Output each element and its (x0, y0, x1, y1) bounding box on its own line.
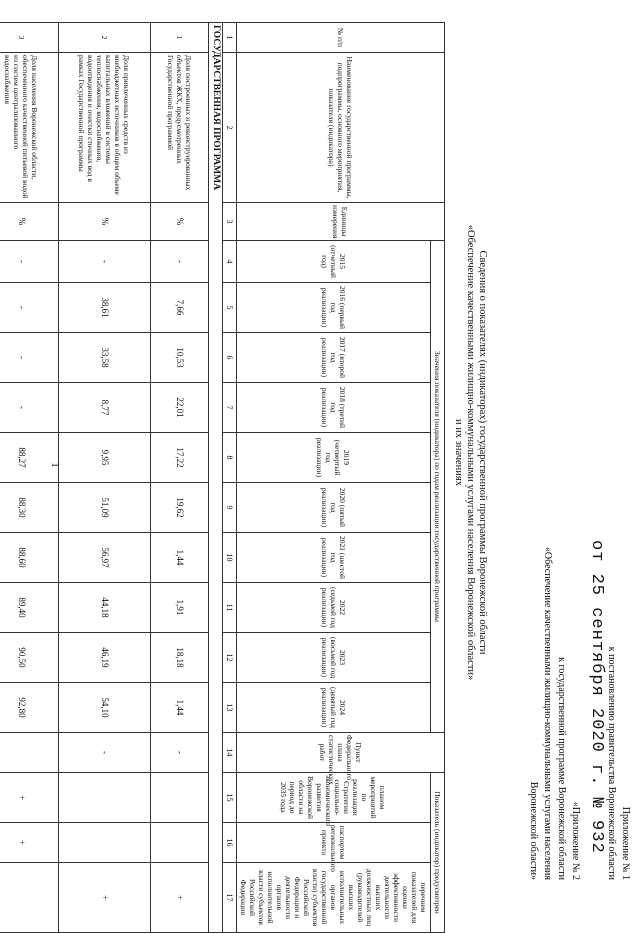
year-header: 2017 (второй год реализации) (237, 333, 431, 383)
row-strategy: + (0, 773, 59, 823)
year-header: 2021 (шестой год реализации) (237, 533, 431, 583)
title-line2: «Обеспечение качественными жилищно-коммунальными услугами населения Воронежской области» (465, 224, 476, 681)
col-number: 6 (223, 333, 237, 383)
row-value: 22,01 (151, 383, 209, 433)
col-unit-header: Единицы измерения (237, 203, 445, 241)
row-value: 9,95 (59, 433, 151, 483)
row-value: - (59, 241, 151, 283)
row-value: 19,62 (151, 483, 209, 533)
row-fed-plan: - (151, 733, 209, 773)
col-number: 13 (223, 683, 237, 733)
row-strategy (59, 773, 151, 823)
efficiency-header: перечнем показателей для оценки эффективности деятельности высших должностных лиц (руководителей высших исполнительных органов государственной власти) субъектов Российской Федерации и деятельности органов исполнительной власти субъектов Российской Федерации (237, 863, 431, 933)
row-passport (151, 823, 209, 863)
col-number: 3 (223, 203, 237, 241)
row-value: 89,40 (0, 583, 59, 633)
row-value: 92,80 (0, 683, 59, 733)
table-row (0, 23, 59, 933)
header-line5: «Обеспечение качественными жилищно-коммунальными услугами населения (542, 546, 553, 880)
row-value: 33,58 (59, 333, 151, 383)
col-number: 16 (223, 823, 237, 863)
row-value: 54,10 (59, 683, 151, 733)
strategy-header: планом мероприятий по реализации Стратегии социально-экономического развития Воронежской области на период до 2035 года (237, 773, 431, 823)
col-number: 10 (223, 533, 237, 583)
row-value: 1,44 (151, 683, 209, 733)
col-name-header: Наименование государственной программы, подпрограммы, основного мероприятия, показателя (индикатора) (237, 53, 445, 203)
row-name: Доля населения Воронежской области, обеспеченного качественной питьевой водой из систем централизованного водоснабжения (0, 53, 59, 203)
row-num: 3 (0, 23, 59, 53)
row-value: - (0, 383, 59, 433)
row-value: 38,61 (59, 283, 151, 333)
col-number: 4 (223, 241, 237, 283)
row-value: 56,97 (59, 533, 151, 583)
section-label: ГОСУДАРСТВЕННАЯ ПРОГРАММА (209, 23, 223, 933)
col-number: 5 (223, 283, 237, 333)
row-value: 51,09 (59, 483, 151, 533)
col-number: 9 (223, 483, 237, 533)
header-line2: к постановлению правительства Воронежской области (606, 646, 617, 880)
row-unit: % (59, 203, 151, 241)
row-value: - (0, 283, 59, 333)
title-line3: и их значениях (453, 418, 464, 486)
col-number: 14 (223, 733, 237, 773)
row-num: 1 (151, 23, 209, 53)
row-value: - (0, 241, 59, 283)
row-value: 7,66 (151, 283, 209, 333)
page-number: 1 (48, 462, 61, 468)
row-value: 88,27 (0, 433, 59, 483)
title-line1: Сведения о показателях (индикаторах) государственной программы Воронежской области (477, 250, 488, 655)
col-number: 8 (223, 433, 237, 483)
col-number: 11 (223, 583, 237, 633)
row-num: 2 (59, 23, 151, 53)
row-unit: % (0, 203, 59, 241)
col-number: 1 (223, 23, 237, 53)
row-value: 1,44 (151, 533, 209, 583)
row-value: - (151, 241, 209, 283)
row-value: 17,22 (151, 433, 209, 483)
row-value: 1,91 (151, 583, 209, 633)
header-line4: к государственной программе Воронежской области (556, 657, 567, 880)
values-group-header: Значения показателя (индикатора) по годам реализации государственной программы (431, 241, 445, 733)
row-fed-plan (0, 733, 59, 773)
row-efficiency: + (151, 863, 209, 933)
table-row (59, 23, 151, 933)
col-number: 7 (223, 383, 237, 433)
section-row (209, 23, 223, 933)
col-number: 2 (223, 53, 237, 203)
year-header: 2023 (восьмой год реализации) (237, 633, 431, 683)
year-header: 2019 (четвертый год реализации) (237, 433, 431, 483)
table-row (151, 23, 209, 933)
row-value: 18,18 (151, 633, 209, 683)
decree-stamp: от 25 сентября 2020 г. № 932 (587, 540, 606, 854)
row-name: Доля построенных и реконструированных объектов ЖКХ, предусмотренных Государственной программой (151, 53, 209, 203)
document-title (452, 0, 488, 905)
year-header: 2018 (третий год реализации) (237, 383, 431, 433)
row-strategy (151, 773, 209, 823)
row-value: 88,30 (0, 483, 59, 533)
header-row-1 (431, 23, 445, 933)
col-num-header: № п/п (237, 23, 445, 53)
col-number: 12 (223, 633, 237, 683)
row-passport (59, 823, 151, 863)
row-value: 8,77 (59, 383, 151, 433)
row-passport: + (0, 823, 59, 863)
header-line3: «Приложение № 2 (570, 801, 581, 880)
year-header: 2015 (отчетный год) (237, 241, 431, 283)
header-line6: Воронежской области» (528, 781, 539, 880)
row-value: 10,53 (151, 333, 209, 383)
row-value: 46,19 (59, 633, 151, 683)
header-line1: Приложение № 1 (620, 806, 631, 880)
row-value: 44,18 (59, 583, 151, 633)
col-number: 15 (223, 773, 237, 823)
year-header: 2022 (седьмой год реализации) (237, 583, 431, 633)
row-efficiency: + (59, 863, 151, 933)
row-unit: % (151, 203, 209, 241)
indicator-group-header: Показатель (индикатор) предусмотрен (431, 773, 445, 933)
year-header: 2016 (первый год реализации) (237, 283, 431, 333)
column-number-row (223, 23, 237, 933)
row-value: 88,60 (0, 533, 59, 583)
indicators-table (0, 22, 445, 933)
year-header: 2020 (пятый год реализации) (237, 483, 431, 533)
row-name: Доля привлеченных средств из внебюджетных источников в общем объеме капитальных вложений в системы теплоснабжения, водоснабжения, водоотведения и очистки сточных вод в рамках Государственной программы (59, 53, 151, 203)
row-fed-plan: - (59, 733, 151, 773)
col-fed-plan-header: Пункт Федерального плана статистических работ (237, 733, 445, 773)
document-header (526, 0, 632, 880)
col-number: 17 (223, 863, 237, 933)
row-value: 90,50 (0, 633, 59, 683)
passport-header: паспортом регионального проекта (237, 823, 431, 863)
row-efficiency (0, 863, 59, 933)
row-value: - (0, 333, 59, 383)
year-header: 2024 (девятый год реализации) (237, 683, 431, 733)
